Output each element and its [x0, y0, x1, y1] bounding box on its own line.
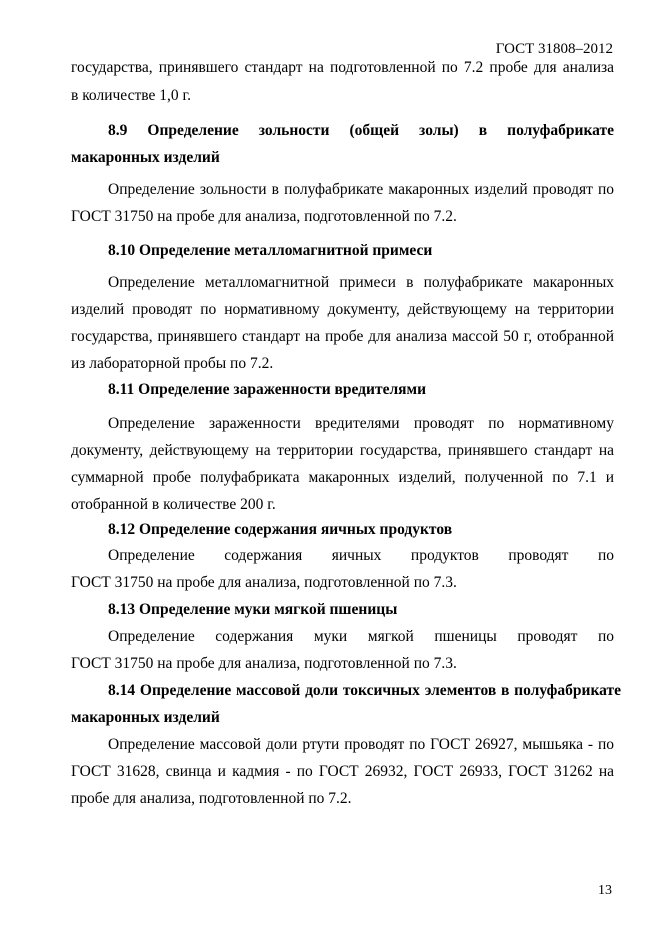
section-8-9-title-cont: макаронных изделий	[71, 149, 220, 166]
section-8-14-title: 8.14 Определение массовой доли токсичных элементов в полуфабрикате	[108, 682, 621, 699]
section-8-11-text-2: документу, действующему на территории государства, принявшего стандарт на	[71, 442, 614, 459]
page-number: 13	[598, 883, 612, 898]
section-8-10-text-2: изделий проводят по нормативному документу, действующему на территории	[71, 301, 614, 318]
section-8-9-text-2: ГОСТ 31750 на пробе для анализа, подготовленной по 7.2.	[71, 208, 457, 225]
section-8-10-text-3: государства, принявшего стандарт на пробе для анализа массой 50 г, отобранной	[71, 328, 614, 345]
section-8-11-title: 8.11 Определение зараженности вредителями	[108, 381, 427, 398]
section-8-9-title: 8.9 Определение зольности (общей золы) в полуфабрикате	[108, 122, 614, 139]
section-8-11-text-3: суммарной пробе полуфабриката макаронных изделий, полученной по 7.1 и	[71, 469, 614, 486]
section-8-12-text-1: Определение содержания яичных продуктов проводят по	[108, 547, 614, 564]
section-8-13-text-2: ГОСТ 31750 на пробе для анализа, подготовленной по 7.3.	[71, 655, 457, 672]
document-code: ГОСТ 31808–2012	[495, 41, 613, 57]
section-8-14-text-1: Определение массовой доли ртути проводят по ГОСТ 26927, мышьяка - по	[108, 736, 614, 753]
section-8-10-title: 8.10 Определение металломагнитной примеси	[108, 242, 433, 259]
section-8-10-text-1: Определение металломагнитной примеси в полуфабрикате макаронных	[108, 274, 614, 291]
intro-line-1: государства, принявшего стандарт на подготовленной по 7.2 пробе для анализа	[71, 59, 614, 76]
section-8-13-title: 8.13 Определение муки мягкой пшеницы	[108, 601, 398, 618]
intro-line-2: в количестве 1,0 г.	[71, 87, 191, 104]
section-8-12-text-2: ГОСТ 31750 на пробе для анализа, подготовленной по 7.3.	[71, 574, 457, 591]
section-8-11-text-1: Определение зараженности вредителями проводят по нормативному	[108, 415, 614, 432]
section-8-13-text-1: Определение содержания муки мягкой пшеницы проводят по	[108, 628, 614, 645]
section-8-11-text-4: отобранной в количестве 200 г.	[71, 496, 276, 513]
section-8-12-title: 8.12 Определение содержания яичных продуктов	[108, 521, 453, 538]
section-8-14-title-cont: макаронных изделий	[71, 709, 220, 726]
section-8-14-text-3: пробе для анализа, подготовленной по 7.2.	[71, 790, 352, 807]
section-8-10-text-4: из лабораторной пробы по 7.2.	[71, 355, 274, 372]
section-8-14-text-2: ГОСТ 31628, свинца и кадмия - по ГОСТ 26932, ГОСТ 26933, ГОСТ 31262 на	[71, 763, 614, 780]
section-8-9-text-1: Определение зольности в полуфабрикате макаронных изделий проводят по	[108, 181, 614, 198]
